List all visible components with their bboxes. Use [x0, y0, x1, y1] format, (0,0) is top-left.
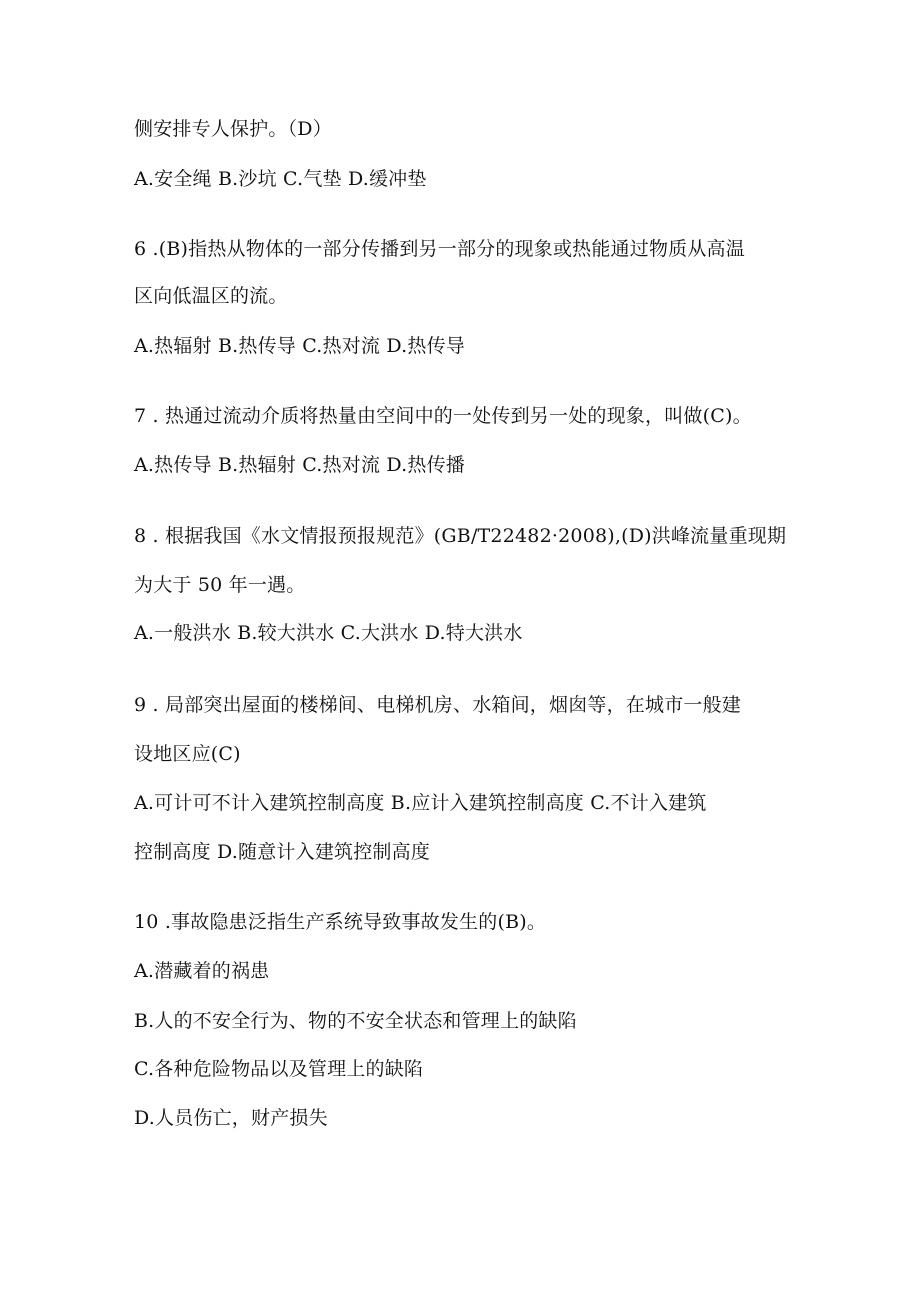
q10-option-b: B.人的不安全行为、物的不安全状态和管理上的缺陷: [134, 1010, 577, 1032]
q5-continuation: 侧安排专人保护。（D）: [134, 118, 332, 140]
q10-option-c: C.各种危险物品以及管理上的缺陷: [134, 1058, 424, 1080]
q7-stem: 7 . 热通过流动介质将热量由空间中的一处传到另一处的现象，叫做(C)。: [134, 405, 752, 427]
q10-option-d: D.人员伤亡，财产损失: [134, 1107, 328, 1129]
q10-stem: 10 .事故隐患泛指生产系统导致事故发生的(B)。: [134, 911, 547, 933]
q8-stem-line1: 8 . 根据我国《水文情报预报规范》(GB/T22482·2008),(D)洪峰流量重现期: [134, 525, 787, 547]
q9-options-line1: A.可计可不计入建筑控制高度 B.应计入建筑控制高度 C.不计入建筑: [134, 792, 707, 814]
q5-options: A.安全绳 B.沙坑 C.气垫 D.缓冲垫: [134, 168, 427, 190]
q9-stem-line1: 9 . 局部突出屋面的楼梯间、电梯机房、水箱间，烟囱等，在城市一般建: [134, 694, 742, 716]
q6-stem-line1: 6 .(B)指热从物体的一部分传播到另一部分的现象或热能通过物质从高温: [134, 238, 745, 260]
q8-stem-line2: 为大于 50 年一遇。: [134, 574, 306, 596]
q9-stem-line2: 设地区应(C): [134, 743, 241, 765]
q6-stem-line2: 区向低温区的流。: [134, 285, 288, 307]
q9-options-line2: 控制高度 D.随意计入建筑控制高度: [134, 841, 431, 863]
q7-options: A.热传导 B.热辐射 C.热对流 D.热传播: [134, 454, 465, 476]
q8-options: A.一般洪水 B.较大洪水 C.大洪水 D.特大洪水: [134, 622, 523, 644]
q6-options: A.热辐射 B.热传导 C.热对流 D.热传导: [134, 335, 465, 357]
q10-option-a: A.潜藏着的祸患: [134, 960, 270, 982]
